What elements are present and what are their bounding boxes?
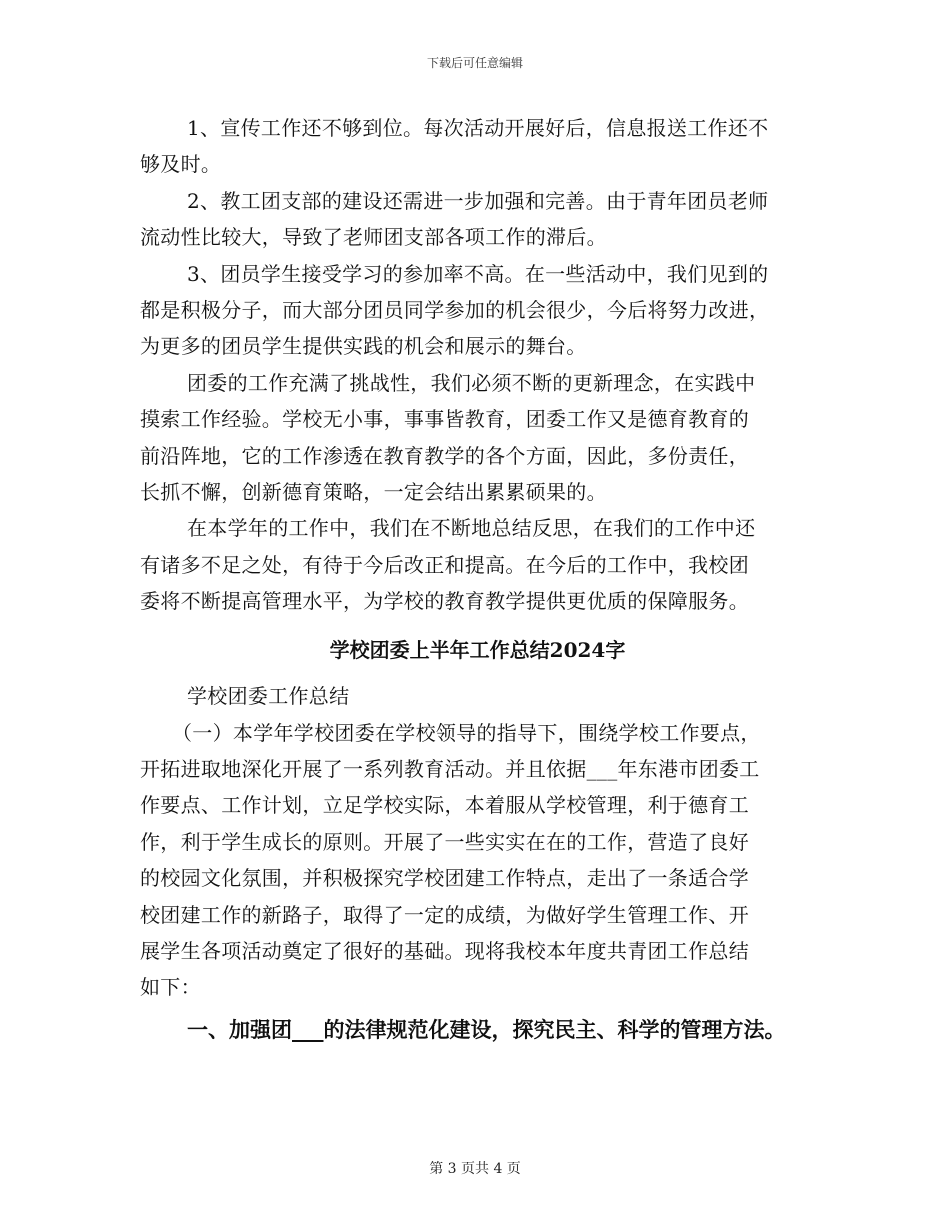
text-line: 的校园文化氛围，并积极探究学校团建工作特点，走出了一条适合学 <box>140 866 749 891</box>
text-line: （一）本学年学校团委在学校领导的指导下，围绕学校工作要点， <box>172 720 761 745</box>
text-line: 委将不断提高管理水平，为学校的教育教学提供更优质的保障服务。 <box>140 589 749 614</box>
text-line: 为更多的团员学生提供实践的机会和展示的舞台。 <box>140 334 587 359</box>
text-line: 够及时。 <box>140 152 222 177</box>
text-line: 都是积极分子，而大部分团员同学参加的机会很少，今后将努力改进， <box>140 298 770 323</box>
text-line: 在本学年的工作中，我们在不断地总结反思，在我们的工作中还 <box>187 516 756 541</box>
text-line: 有诸多不足之处，有待于今后改正和提高。在今后的工作中，我校团 <box>140 552 749 577</box>
paragraph-5 <box>140 510 815 619</box>
text-line: 前沿阵地，它的工作渗透在教育教学的各个方面，因此，多份责任， <box>140 443 749 468</box>
text-line: 流动性比较大，导致了老师团支部各项工作的滞后。 <box>140 225 607 250</box>
subtitle: 学校团委工作总结 <box>187 684 350 709</box>
text-line: 3、团员学生接受学习的参加率不高。在一些活动中，我们见到的 <box>187 261 769 286</box>
text-line: 长抓不懈，创新德育策略，一定会结出累累硕果的。 <box>140 480 607 505</box>
page-number: 第 3 页共 4 页 <box>429 1161 521 1177</box>
text-line: 团委的工作充满了挑战性，我们必须不断的更新理念，在实践中 <box>187 370 756 395</box>
header-note: 下载后可任意编辑 <box>426 56 523 70</box>
text-line: 开拓进取地深化开展了一系列教育活动。并且依据___年东港市团委工 <box>140 756 760 781</box>
heading-1: 一、加强团___的法律规范化建设，探究民主、科学的管理方法。 <box>187 1016 786 1042</box>
text-line: 校团建工作的新路子，取得了一定的成绩，为做好学生管理工作、开 <box>140 902 749 927</box>
paragraph-2 <box>140 183 815 256</box>
paragraph-4 <box>140 365 815 511</box>
text-line: 1、宣传工作还不够到位。每次活动开展好后，信息报送工作还不 <box>187 116 769 140</box>
text-line: 作要点、工作计划，立足学校实际，本着服从学校管理，利于德育工 <box>140 793 749 818</box>
section-title: 学校团委上半年工作总结2024字 <box>329 637 626 662</box>
document-body <box>140 110 815 1050</box>
text-line: 展学生各项活动奠定了很好的基础。现将我校本年度共青团工作总结 <box>140 938 749 963</box>
text-line: 作，利于学生成长的原则。开展了一些实实在在的工作，营造了良好 <box>140 829 749 854</box>
paragraph-1 <box>140 110 815 183</box>
text-line: 2、教工团支部的建设还需进一步加强和完善。由于青年团员老师 <box>187 188 769 213</box>
text-line: 摸索工作经验。学校无小事，事事皆教育，团委工作又是德育教育的 <box>140 407 749 432</box>
paragraph-3 <box>140 256 815 365</box>
text-line: 如下： <box>140 975 201 1000</box>
paragraph-6 <box>140 715 815 1006</box>
